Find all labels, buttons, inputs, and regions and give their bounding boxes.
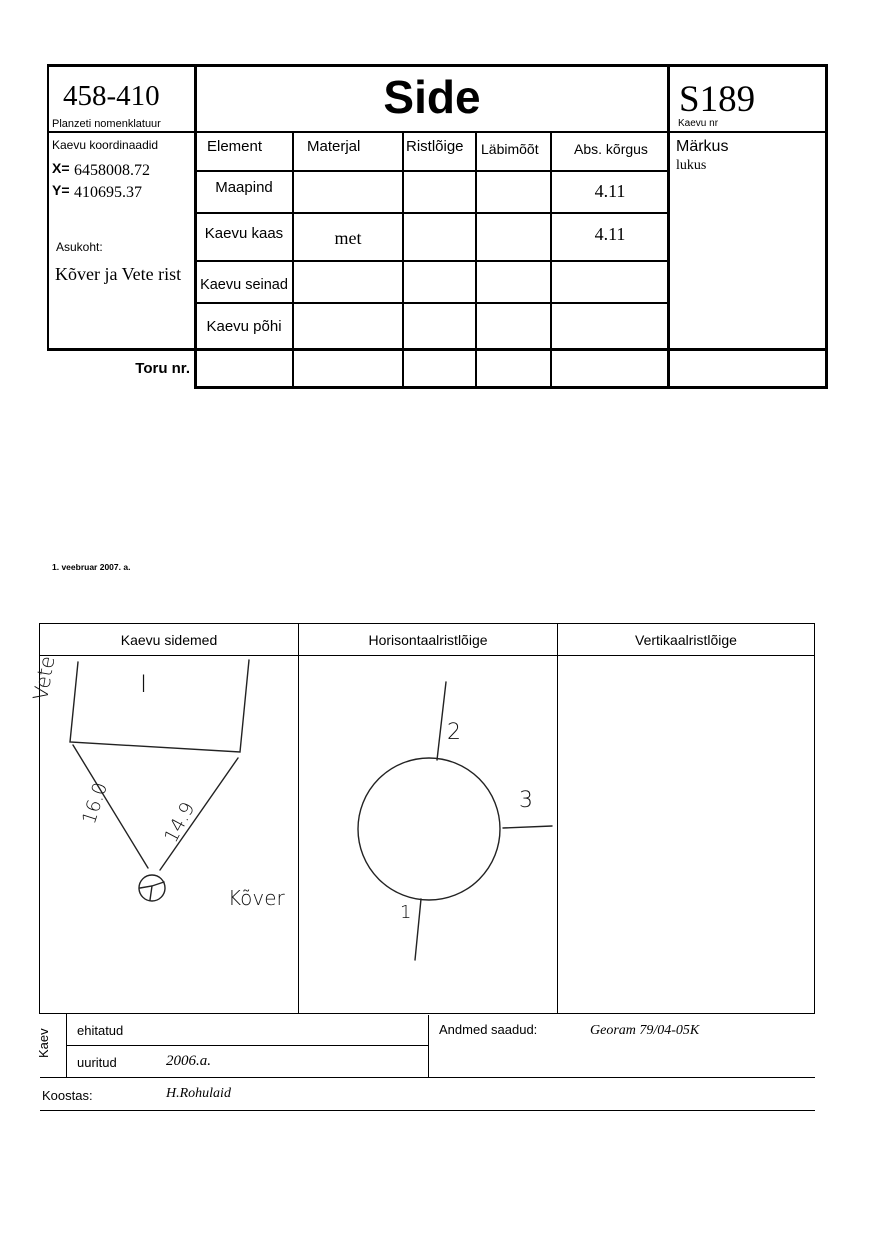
remarks-label: Märkus	[676, 138, 729, 155]
data-source-value: Georam 79/04-05K	[590, 1023, 700, 1038]
compiled-label: Koostas:	[42, 1088, 93, 1103]
col-abs-height: Abs. kõrgus	[574, 141, 648, 157]
coords-label: Kaevu koordinaadid	[52, 138, 159, 152]
row-abs-height: 4.11	[594, 181, 626, 201]
compiled-value: H.Rohulaid	[166, 1086, 231, 1101]
x-value: 6458008.72	[74, 162, 150, 179]
pipe-line-3	[503, 826, 552, 828]
page-title: Side	[383, 71, 481, 123]
col-element: Element	[207, 138, 263, 155]
col-cross-section: Ristlõige	[406, 138, 464, 155]
pipe-label-1: 1	[400, 902, 412, 923]
well-number-label: Kaevu nr	[678, 118, 719, 129]
data-source-label: Andmed saadud:	[439, 1022, 538, 1037]
distance-left-label: 16.0	[78, 779, 112, 827]
col-diameter: Läbimõõt	[481, 141, 539, 157]
col-title-ties: Kaevu sidemed	[120, 632, 218, 648]
pipe-label-2: 2	[447, 720, 461, 745]
built-label: ehitatud	[77, 1023, 124, 1038]
row-element: Kaevu põhi	[206, 318, 282, 335]
y-value: 410695.37	[74, 184, 142, 201]
nomenclature-value: 458-410	[63, 80, 160, 112]
row-element: Kaevu seinad	[200, 277, 288, 293]
col-title-vertical: Vertikaalristlõige	[635, 632, 737, 648]
street-left-label: Vete	[28, 654, 60, 703]
building-number-label: I	[140, 670, 148, 698]
distance-right-label: 14.9	[160, 798, 200, 847]
col-material: Materjal	[307, 138, 361, 155]
row-abs-height: 4.11	[594, 224, 626, 244]
row-element: Maapind	[215, 179, 273, 196]
pipe-label-3: 3	[519, 788, 533, 813]
pipe-line-2	[437, 682, 446, 760]
location-value: Kõver ja Vete rist	[55, 264, 182, 284]
nomenclature-label: Planzeti nomenklatuur	[52, 118, 161, 130]
row-material: met	[334, 228, 362, 248]
date-text: 1. veebruar 2007. a.	[52, 562, 131, 572]
row-element: Kaevu kaas	[204, 225, 284, 242]
building-outline	[70, 660, 249, 752]
well-circle	[358, 758, 500, 900]
col-title-horizontal: Horisontaalristlõige	[368, 632, 488, 648]
street-bottom-label: Kõver	[228, 886, 285, 910]
x-label: X=	[52, 160, 70, 176]
well-number: S189	[679, 79, 756, 120]
remarks-value: lukus	[676, 158, 707, 173]
y-label: Y=	[52, 182, 70, 198]
surveyed-label: uuritud	[77, 1055, 117, 1070]
pipe-label: Toru nr.	[135, 360, 190, 377]
surveyed-value: 2006.a.	[166, 1053, 211, 1069]
location-label: Asukoht:	[56, 240, 103, 254]
well-side-label: Kaev	[36, 1028, 51, 1058]
pipe-line-1	[415, 899, 421, 960]
